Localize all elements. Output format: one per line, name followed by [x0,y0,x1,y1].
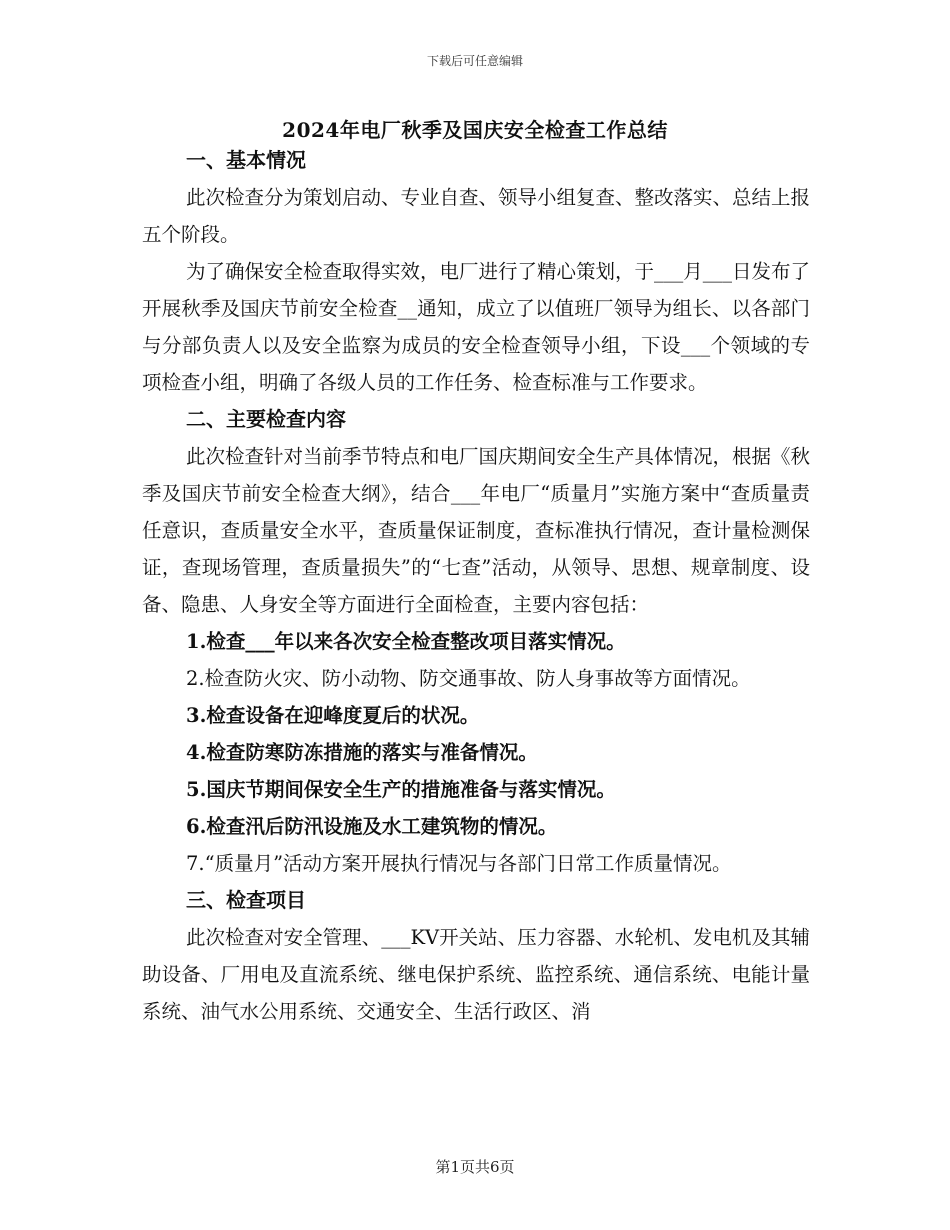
list-item: 4.检查防寒防冻措施的落实与准备情况。 [186,741,538,764]
page-footer: 第1页共6页 [435,1158,515,1176]
paragraph: 此次检查对安全管理、___KV开关站、压力容器、水轮机、发电机及其辅助设备、厂用电及直流系统、继电保护系统、监控系统、通信系统、电能计量系统、油气水公用系统、交通安全、生活行政区、消 [142,926,810,1023]
paragraph: 为了确保安全检查取得实效，电厂进行了精心策划，于___月___日发布了开展秋季及国庆节前安全检查__通知，成立了以值班厂领导为组长、以各部门与分部负责人以及安全监察为成员的安全检查领导小组，下设___个领域的专项检查小组，明确了各级人员的工作任务、检查标准与工作要求。 [142,260,811,394]
section-heading-items: 三、检查项目 [186,888,306,912]
paragraph: 此次检查针对当前季节特点和电厂国庆期间安全生产具体情况，根据《秋季及国庆节前安全检查大纲》，结合___年电厂“质量月”实施方案中“查质量责任意识，查质量安全水平，查质量保证制度，查标准执行情况，查计量检测保证，查现场管理，查质量损失”的“七查”活动，从领导、思想、规章制度、设备、隐患、人身安全等方面进行全面检查，主要内容包括： [142,445,811,616]
list-item: 1.检查___年以来各次安全检查整改项目落实情况。 [186,630,626,653]
list-item: 6.检查汛后防汛设施及水工建筑物的情况。 [186,815,558,838]
list-item: 7.“质量月”活动方案开展执行情况与各部门日常工作质量情况。 [186,852,732,875]
section-heading-basic: 一、基本情况 [186,148,306,172]
document-title: 2024年电厂秋季及国庆安全检查工作总结 [282,118,668,142]
header-note: 下载后可任意编辑 [426,54,523,68]
list-item: 5.国庆节期间保安全生产的措施准备与落实情况。 [186,778,616,801]
document-body [142,142,810,1030]
paragraph: 此次检查分为策划启动、专业自查、领导小组复查、整改落实、总结上报五个阶段。 [142,186,811,246]
list-item: 3.检查设备在迎峰度夏后的状况。 [186,704,480,727]
list-item: 2.检查防火灾、防小动物、防交通事故、防人身事故等方面情况。 [186,667,751,690]
section-heading-content: 二、主要检查内容 [186,407,346,431]
